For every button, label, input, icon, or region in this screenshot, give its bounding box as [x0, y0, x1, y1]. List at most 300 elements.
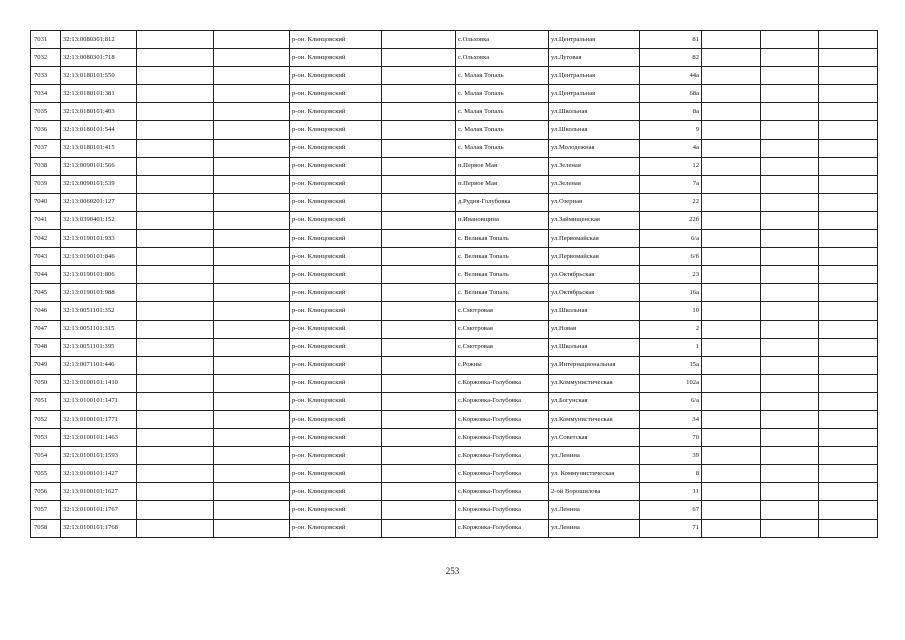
cell-empty: [214, 67, 290, 85]
cell-number: 7041: [31, 211, 61, 229]
cell-empty: [702, 410, 761, 428]
cell-house-number: 8: [640, 465, 702, 483]
cell-district: р-он. Клинцовский: [290, 31, 382, 49]
cell-empty: [382, 193, 456, 211]
cell-street: ул.Центральная: [549, 85, 640, 103]
cell-district: р-он. Клинцовский: [290, 157, 382, 175]
cell-street: ул.Луговая: [549, 49, 640, 67]
cell-empty: [382, 230, 456, 248]
cell-empty: [382, 85, 456, 103]
cell-empty: [382, 374, 456, 392]
cell-street: ул.Новая: [549, 320, 640, 338]
cell-empty: [819, 410, 878, 428]
cell-empty: [761, 139, 819, 157]
table-row: [31, 121, 878, 139]
cell-empty: [702, 193, 761, 211]
cell-empty: [382, 447, 456, 465]
table-row: [31, 302, 878, 320]
cell-street: ул.Школьная: [549, 103, 640, 121]
cell-empty: [214, 211, 290, 229]
cell-house-number: 81: [640, 31, 702, 49]
cell-house-number: 6/а: [640, 230, 702, 248]
table-row: [31, 356, 878, 374]
cell-empty: [819, 175, 878, 193]
cell-street: ул.Школьная: [549, 302, 640, 320]
cell-district: р-он. Клинцовский: [290, 248, 382, 266]
cell-settlement: с. Великая Топаль: [456, 284, 549, 302]
cell-house-number: 23: [640, 266, 702, 284]
cell-empty: [702, 31, 761, 49]
cell-number: 7052: [31, 410, 61, 428]
table-row: [31, 266, 878, 284]
cell-number: 7033: [31, 67, 61, 85]
cell-cadastral-number: 32:13:0080301:812: [61, 31, 137, 49]
table-row: [31, 410, 878, 428]
cell-district: р-он. Клинцовский: [290, 230, 382, 248]
cell-empty: [702, 230, 761, 248]
cell-empty: [761, 49, 819, 67]
cell-number: 7037: [31, 139, 61, 157]
cell-empty: [819, 139, 878, 157]
table-row: [31, 139, 878, 157]
cell-house-number: 1: [640, 338, 702, 356]
cell-empty: [137, 139, 214, 157]
cell-empty: [702, 501, 761, 519]
cell-empty: [761, 175, 819, 193]
cell-district: р-он. Клинцовский: [290, 465, 382, 483]
cell-empty: [382, 67, 456, 85]
cell-settlement: с. Малая Топаль: [456, 139, 549, 157]
cell-empty: [819, 429, 878, 447]
cell-house-number: 44а: [640, 67, 702, 85]
cell-street: ул.Коммунистическая: [549, 410, 640, 428]
table-row: [31, 230, 878, 248]
cell-empty: [382, 392, 456, 410]
cell-district: р-он. Клинцовский: [290, 374, 382, 392]
cell-empty: [137, 266, 214, 284]
cell-empty: [214, 193, 290, 211]
cell-empty: [214, 410, 290, 428]
cell-empty: [214, 465, 290, 483]
cell-settlement: с.Коржовка-Голубовка: [456, 392, 549, 410]
cell-street: ул.Советская: [549, 429, 640, 447]
cell-empty: [137, 374, 214, 392]
cell-empty: [702, 139, 761, 157]
cell-cadastral-number: 32:13:0190101:933: [61, 230, 137, 248]
cell-empty: [702, 85, 761, 103]
cell-number: 7047: [31, 320, 61, 338]
cell-cadastral-number: 32:13:0080301:718: [61, 49, 137, 67]
cell-settlement: с.Смотровая: [456, 320, 549, 338]
cell-number: 7053: [31, 429, 61, 447]
cell-number: 7054: [31, 447, 61, 465]
table-row: [31, 519, 878, 537]
cell-empty: [382, 248, 456, 266]
cell-settlement: с. Малая Топаль: [456, 121, 549, 139]
cell-empty: [137, 157, 214, 175]
cell-settlement: д.Рудня-Голубовка: [456, 193, 549, 211]
table-row: [31, 284, 878, 302]
cell-street: ул.Озерная: [549, 193, 640, 211]
cell-empty: [819, 338, 878, 356]
cell-empty: [382, 266, 456, 284]
cell-cadastral-number: 32:13:0100101:1767: [61, 501, 137, 519]
cell-settlement: с.Коржовка-Голубовка: [456, 374, 549, 392]
cell-empty: [761, 392, 819, 410]
cell-empty: [214, 338, 290, 356]
cell-cadastral-number: 32:13:0180101:415: [61, 139, 137, 157]
cell-empty: [137, 248, 214, 266]
cell-empty: [761, 211, 819, 229]
cell-settlement: с. Малая Топаль: [456, 85, 549, 103]
cell-house-number: 6/а: [640, 392, 702, 410]
cell-empty: [214, 501, 290, 519]
cell-house-number: 102а: [640, 374, 702, 392]
cell-empty: [761, 338, 819, 356]
cell-number: 7055: [31, 465, 61, 483]
cell-empty: [214, 266, 290, 284]
cell-cadastral-number: 32:13:0071101:446: [61, 356, 137, 374]
cell-empty: [761, 483, 819, 501]
cell-empty: [382, 429, 456, 447]
cell-cadastral-number: 32:13:0100101:1410: [61, 374, 137, 392]
cell-district: р-он. Клинцовский: [290, 284, 382, 302]
cell-settlement: с.Ольховка: [456, 31, 549, 49]
cell-house-number: 4а: [640, 139, 702, 157]
cell-empty: [137, 302, 214, 320]
cell-empty: [702, 175, 761, 193]
cell-empty: [819, 374, 878, 392]
cell-street: ул. Коммунистическая: [549, 465, 640, 483]
cell-empty: [819, 103, 878, 121]
cell-empty: [382, 284, 456, 302]
cell-empty: [382, 320, 456, 338]
page-number: 253: [445, 566, 460, 576]
cell-empty: [137, 193, 214, 211]
table-row: [31, 320, 878, 338]
table-row: [31, 103, 878, 121]
cell-empty: [137, 175, 214, 193]
cell-empty: [702, 320, 761, 338]
table-body: [31, 31, 878, 538]
table-row: [31, 501, 878, 519]
cell-empty: [214, 230, 290, 248]
cell-empty: [214, 157, 290, 175]
cell-number: 7040: [31, 193, 61, 211]
cell-empty: [819, 31, 878, 49]
cell-empty: [702, 248, 761, 266]
cell-house-number: 22б: [640, 211, 702, 229]
cell-empty: [761, 374, 819, 392]
cell-house-number: 12: [640, 157, 702, 175]
cell-empty: [382, 483, 456, 501]
cell-empty: [214, 447, 290, 465]
cell-empty: [214, 103, 290, 121]
cell-empty: [761, 85, 819, 103]
cell-empty: [214, 139, 290, 157]
cell-house-number: 22: [640, 193, 702, 211]
cell-number: 7050: [31, 374, 61, 392]
cell-district: р-он. Клинцовский: [290, 302, 382, 320]
cell-number: 7045: [31, 284, 61, 302]
table-row: [31, 392, 878, 410]
cell-empty: [819, 483, 878, 501]
table-row: [31, 374, 878, 392]
cell-house-number: 9: [640, 121, 702, 139]
cell-empty: [137, 67, 214, 85]
cell-street: ул.Центральная: [549, 67, 640, 85]
cell-house-number: 68а: [640, 85, 702, 103]
cell-street: ул.Зеленая: [549, 157, 640, 175]
cell-settlement: с.Смотровая: [456, 302, 549, 320]
cell-district: р-он. Клинцовский: [290, 121, 382, 139]
cell-empty: [702, 465, 761, 483]
cell-empty: [761, 67, 819, 85]
cell-empty: [214, 392, 290, 410]
cell-empty: [137, 121, 214, 139]
cell-cadastral-number: 32:13:0390401:152: [61, 211, 137, 229]
cell-empty: [761, 447, 819, 465]
cell-street: ул.Октябрьская: [549, 266, 640, 284]
cell-empty: [761, 465, 819, 483]
cell-empty: [137, 447, 214, 465]
cell-empty: [819, 211, 878, 229]
cell-empty: [761, 157, 819, 175]
cell-street: ул.Школьная: [549, 338, 640, 356]
cell-number: 7038: [31, 157, 61, 175]
cell-number: 7035: [31, 103, 61, 121]
cell-cadastral-number: 32:13:0190101:988: [61, 284, 137, 302]
cell-number: 7042: [31, 230, 61, 248]
cell-number: 7048: [31, 338, 61, 356]
cell-empty: [214, 121, 290, 139]
cell-empty: [382, 338, 456, 356]
cell-settlement: п.Первое Мая: [456, 157, 549, 175]
cell-district: р-он. Клинцовский: [290, 85, 382, 103]
table-row: [31, 465, 878, 483]
cell-street: ул.Интернациональная: [549, 356, 640, 374]
cell-empty: [137, 230, 214, 248]
cell-cadastral-number: 32:13:0100101:1627: [61, 483, 137, 501]
cell-district: р-он. Клинцовский: [290, 501, 382, 519]
cell-cadastral-number: 32:13:0180101:403: [61, 103, 137, 121]
cell-empty: [137, 284, 214, 302]
cell-number: 7039: [31, 175, 61, 193]
cell-cadastral-number: 32:13:0051101:352: [61, 302, 137, 320]
cell-street: 2-ой Ворошилова: [549, 483, 640, 501]
cell-street: ул.Коммунистическая: [549, 374, 640, 392]
cell-empty: [819, 121, 878, 139]
cell-cadastral-number: 32:13:0180101:550: [61, 67, 137, 85]
cell-street: ул.Школьная: [549, 121, 640, 139]
cell-empty: [214, 356, 290, 374]
cell-empty: [137, 501, 214, 519]
cell-empty: [819, 284, 878, 302]
cell-settlement: с.Коржовка-Голубовка: [456, 483, 549, 501]
table-row: [31, 338, 878, 356]
cell-cadastral-number: 32:13:0100101:1771: [61, 410, 137, 428]
cell-empty: [819, 392, 878, 410]
cell-empty: [761, 501, 819, 519]
cell-empty: [819, 356, 878, 374]
table-row: [31, 175, 878, 193]
cell-empty: [214, 483, 290, 501]
cell-empty: [382, 410, 456, 428]
cell-settlement: с. Великая Топаль: [456, 230, 549, 248]
cell-empty: [761, 320, 819, 338]
cell-empty: [382, 157, 456, 175]
cell-empty: [702, 157, 761, 175]
cell-empty: [702, 121, 761, 139]
cell-number: 7034: [31, 85, 61, 103]
cell-empty: [214, 429, 290, 447]
cell-empty: [702, 302, 761, 320]
cell-empty: [702, 49, 761, 67]
cell-district: р-он. Клинцовский: [290, 320, 382, 338]
cell-settlement: п.Ивановщина: [456, 211, 549, 229]
cell-district: р-он. Клинцовский: [290, 429, 382, 447]
cell-empty: [819, 49, 878, 67]
cell-cadastral-number: 32:13:0190101:846: [61, 248, 137, 266]
table-row: [31, 447, 878, 465]
cell-street: ул.Ленина: [549, 501, 640, 519]
cell-empty: [702, 338, 761, 356]
cell-empty: [137, 49, 214, 67]
cell-number: 7049: [31, 356, 61, 374]
cell-district: р-он. Клинцовский: [290, 356, 382, 374]
cell-cadastral-number: 32:13:0051101:315: [61, 320, 137, 338]
cell-empty: [702, 284, 761, 302]
cell-settlement: с.Коржовка-Голубовка: [456, 465, 549, 483]
cell-house-number: 11: [640, 483, 702, 501]
cell-empty: [702, 103, 761, 121]
cell-empty: [137, 429, 214, 447]
cell-cadastral-number: 32:13:0190101:806: [61, 266, 137, 284]
cell-settlement: с.Коржовка-Голубовка: [456, 519, 549, 537]
cell-settlement: с.Коржовка-Голубовка: [456, 410, 549, 428]
cell-empty: [819, 266, 878, 284]
table-row: [31, 248, 878, 266]
cell-district: р-он. Клинцовский: [290, 103, 382, 121]
cell-house-number: 6/б: [640, 248, 702, 266]
cell-house-number: 2: [640, 320, 702, 338]
cell-house-number: 34: [640, 410, 702, 428]
cell-house-number: 15а: [640, 356, 702, 374]
cell-empty: [214, 374, 290, 392]
cell-empty: [137, 519, 214, 537]
cell-empty: [761, 410, 819, 428]
cell-street: ул.Богунская: [549, 392, 640, 410]
cell-cadastral-number: 32:13:0051101:395: [61, 338, 137, 356]
cell-district: р-он. Клинцовский: [290, 410, 382, 428]
register-table: [30, 30, 878, 538]
cell-empty: [819, 320, 878, 338]
cell-empty: [819, 465, 878, 483]
cell-district: р-он. Клинцовский: [290, 211, 382, 229]
cell-settlement: с. Малая Топаль: [456, 103, 549, 121]
table-row: [31, 483, 878, 501]
cell-street: ул.Ленина: [549, 519, 640, 537]
cell-street: ул.Первомайская: [549, 230, 640, 248]
cell-cadastral-number: 32:13:0060201:127: [61, 193, 137, 211]
cell-empty: [702, 429, 761, 447]
cell-house-number: 71: [640, 519, 702, 537]
cell-empty: [137, 103, 214, 121]
cell-settlement: с.Смотровая: [456, 338, 549, 356]
cell-empty: [382, 519, 456, 537]
cell-settlement: с. Великая Топаль: [456, 266, 549, 284]
cell-district: р-он. Клинцовский: [290, 139, 382, 157]
cell-street: ул.Октябрьская: [549, 284, 640, 302]
cell-house-number: 16а: [640, 284, 702, 302]
cell-district: р-он. Клинцовский: [290, 67, 382, 85]
cell-house-number: 8а: [640, 103, 702, 121]
cell-empty: [382, 356, 456, 374]
cell-cadastral-number: 32:13:0180101:381: [61, 85, 137, 103]
cell-district: р-он. Клинцовский: [290, 392, 382, 410]
cell-street: ул.Займищенская: [549, 211, 640, 229]
cell-street: ул.Центральная: [549, 31, 640, 49]
cell-number: 7031: [31, 31, 61, 49]
cell-settlement: с.Коржовка-Голубовка: [456, 447, 549, 465]
cell-empty: [214, 31, 290, 49]
cell-cadastral-number: 32:13:0090101:539: [61, 175, 137, 193]
cell-empty: [137, 465, 214, 483]
table-row: [31, 67, 878, 85]
cell-empty: [819, 302, 878, 320]
cell-number: 7051: [31, 392, 61, 410]
cell-empty: [702, 356, 761, 374]
cell-empty: [382, 139, 456, 157]
cell-empty: [137, 31, 214, 49]
table-row: [31, 193, 878, 211]
cell-settlement: с. Малая Топаль: [456, 67, 549, 85]
cell-number: 7036: [31, 121, 61, 139]
cell-empty: [702, 67, 761, 85]
cell-number: 7057: [31, 501, 61, 519]
cell-cadastral-number: 32:13:0100101:1427: [61, 465, 137, 483]
cell-district: р-он. Клинцовский: [290, 519, 382, 537]
cell-empty: [137, 356, 214, 374]
cell-settlement: п.Первое Мая: [456, 175, 549, 193]
cell-settlement: с. Великая Топаль: [456, 248, 549, 266]
cell-street: ул.Первомайская: [549, 248, 640, 266]
cell-cadastral-number: 32:13:0100101:1768: [61, 519, 137, 537]
cell-empty: [214, 175, 290, 193]
cell-empty: [761, 103, 819, 121]
cell-empty: [702, 392, 761, 410]
cell-empty: [702, 447, 761, 465]
table-row: [31, 31, 878, 49]
cell-empty: [382, 49, 456, 67]
cell-settlement: с.Коржовка-Голубовка: [456, 429, 549, 447]
cell-number: 7056: [31, 483, 61, 501]
cell-empty: [137, 211, 214, 229]
cell-house-number: 67: [640, 501, 702, 519]
table-row: [31, 85, 878, 103]
cell-empty: [819, 501, 878, 519]
cell-empty: [214, 85, 290, 103]
cell-cadastral-number: 32:13:0090101:566: [61, 157, 137, 175]
cell-empty: [761, 193, 819, 211]
cell-empty: [382, 211, 456, 229]
cell-number: 7032: [31, 49, 61, 67]
cell-district: р-он. Клинцовский: [290, 49, 382, 67]
cell-empty: [702, 374, 761, 392]
cell-empty: [761, 230, 819, 248]
cell-house-number: 82: [640, 49, 702, 67]
cell-empty: [761, 519, 819, 537]
